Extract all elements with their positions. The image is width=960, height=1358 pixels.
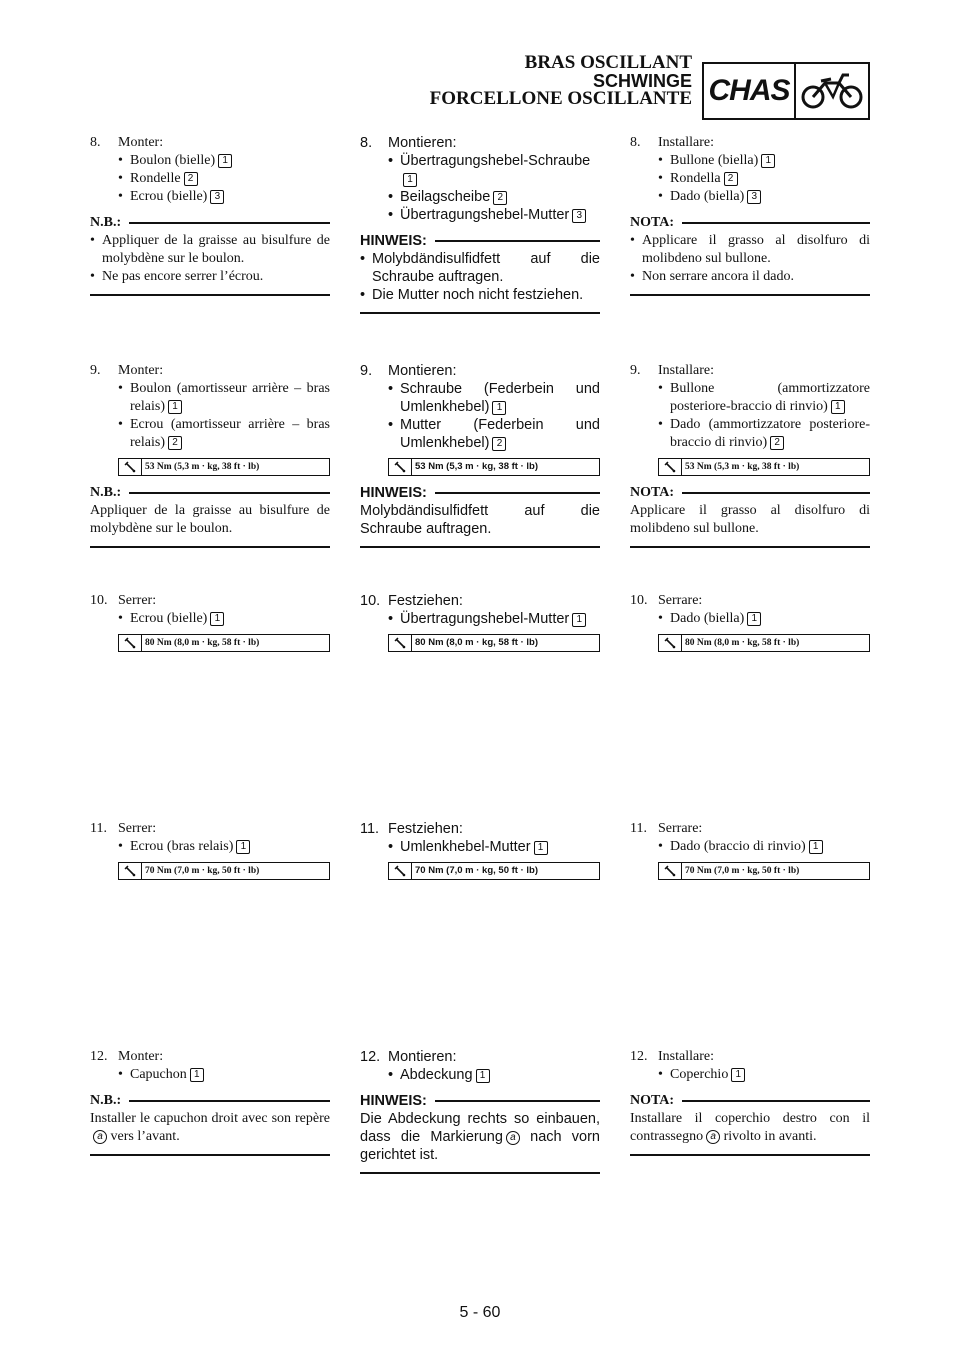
item-label: Coperchio xyxy=(670,1067,729,1082)
note-end-rule xyxy=(90,1154,330,1156)
note-label: NOTA: xyxy=(630,1093,675,1108)
list-item-text xyxy=(400,416,600,452)
wrench-icon xyxy=(659,459,682,475)
step-title: Montieren: xyxy=(388,1049,457,1065)
step-12 xyxy=(360,1048,600,1174)
note-text: Appliquer de la graisse au bisulfure de molybdène sur le boulon. xyxy=(90,503,330,536)
step-9 xyxy=(630,362,870,548)
note-item xyxy=(90,268,330,286)
item-label: Übertragungshebel-Schraube xyxy=(400,153,591,169)
callout-ref: 3 xyxy=(210,190,224,204)
step-heading xyxy=(360,1048,600,1066)
step-heading xyxy=(630,134,870,152)
callout-ref: 2 xyxy=(770,436,784,450)
item-label: Ecrou (amortisseur arrière – bras relais) xyxy=(130,417,330,450)
note-label: HINWEIS: xyxy=(360,233,427,249)
wrench-icon xyxy=(389,635,412,651)
item-label: Rondelle xyxy=(130,171,181,186)
step-8 xyxy=(630,134,870,296)
list-item-text xyxy=(400,188,600,206)
list-item xyxy=(360,188,600,206)
step-title: Monter: xyxy=(118,135,164,150)
bullet: • xyxy=(388,1067,394,1083)
item-label: Schraube (Federbein und Umlenkhebel) xyxy=(400,381,600,415)
section-code: CHAS xyxy=(704,64,796,118)
callout-ref: 3 xyxy=(572,209,586,223)
list-item-text xyxy=(130,170,330,188)
callout-ref: 2 xyxy=(724,172,738,186)
note-rule xyxy=(682,1100,870,1102)
step-title: Serrer: xyxy=(118,593,157,608)
bullet: • xyxy=(658,417,663,432)
item-label: Bullone (biella) xyxy=(670,153,759,168)
torque-spec xyxy=(658,634,870,652)
note-header xyxy=(90,484,330,502)
item-label: Bullone (ammortizzatore posteriore-braccio di rinvio) xyxy=(670,381,870,414)
note-label: N.B.: xyxy=(90,215,122,230)
bullet: • xyxy=(388,381,394,397)
note-end-rule xyxy=(360,546,600,548)
note-text xyxy=(630,1110,870,1146)
list-item xyxy=(630,1066,870,1084)
bullet: • xyxy=(388,189,394,205)
step-number: 8. xyxy=(90,135,101,150)
torque-spec xyxy=(388,862,600,880)
step-11 xyxy=(360,820,600,880)
step-title: Installare: xyxy=(658,135,714,150)
note-item xyxy=(360,286,600,304)
list-item-text xyxy=(400,838,600,856)
list-item xyxy=(630,170,870,188)
step-number: 8. xyxy=(360,135,373,151)
step-heading xyxy=(90,820,330,838)
wrench-icon xyxy=(659,863,682,879)
callout-ref: 2 xyxy=(492,437,506,451)
bullet: • xyxy=(118,611,123,626)
step-title: Montieren: xyxy=(388,363,457,379)
list-item-text xyxy=(130,416,330,452)
step-title: Serrer: xyxy=(118,821,157,836)
note-rule xyxy=(682,492,870,494)
list-item-text xyxy=(400,206,600,224)
bullet: • xyxy=(388,153,394,169)
note-text: Applicare il grasso al disolfuro di molibdeno sul bullone. xyxy=(630,503,870,536)
bullet: • xyxy=(118,189,123,204)
bullet: • xyxy=(658,153,663,168)
item-label: Dado (biella) xyxy=(670,611,745,626)
page-header-titles xyxy=(430,54,692,108)
torque-spec xyxy=(658,458,870,476)
list-item xyxy=(360,416,600,452)
torque-value: 70 Nm (7,0 m · kg, 50 ft · lb) xyxy=(685,866,800,876)
bullet: • xyxy=(360,287,366,303)
note-label: NOTA: xyxy=(630,485,675,500)
note-rule xyxy=(129,222,330,224)
note-header xyxy=(630,214,870,232)
list-item-text xyxy=(130,188,330,206)
list-item-text xyxy=(670,610,870,628)
list-item xyxy=(90,170,330,188)
list-item-text xyxy=(400,1066,600,1084)
step-title: Montieren: xyxy=(388,135,457,151)
note-item xyxy=(630,232,870,268)
note-item xyxy=(360,250,600,286)
note-header xyxy=(360,232,600,250)
torque-value: 53 Nm (5,3 m · kg, 38 ft · lb) xyxy=(145,462,260,472)
note-text xyxy=(360,1110,600,1164)
page-number: 5 - 60 xyxy=(459,1304,501,1321)
list-item-text xyxy=(130,380,330,416)
note-end-rule xyxy=(90,294,330,296)
wrench-icon xyxy=(119,459,142,475)
note-label: N.B.: xyxy=(90,1093,122,1108)
bullet: • xyxy=(388,207,394,223)
marker-ref: a xyxy=(506,1131,520,1145)
step-number: 12. xyxy=(360,1049,381,1065)
note-text: Molybdändisulfidfett auf die Schraube auftragen. xyxy=(372,251,600,285)
header-title-it: FORCELLONE OSCILLANTE xyxy=(429,88,692,109)
bullet: • xyxy=(118,1067,123,1082)
bullet: • xyxy=(658,381,663,396)
step-heading xyxy=(360,592,600,610)
bullet: • xyxy=(360,251,366,267)
item-label: Boulon (bielle) xyxy=(130,153,216,168)
item-label: Ecrou (bras relais) xyxy=(130,839,234,854)
callout-ref: 1 xyxy=(168,400,182,414)
note-header xyxy=(630,484,870,502)
step-number: 10. xyxy=(360,593,381,609)
list-item xyxy=(630,152,870,170)
wrench-icon xyxy=(389,459,412,475)
step-title: Installare: xyxy=(658,1049,714,1064)
list-item xyxy=(360,380,600,416)
note-header xyxy=(630,1092,870,1110)
callout-ref: 1 xyxy=(747,612,761,626)
torque-spec xyxy=(388,458,600,476)
list-item xyxy=(90,188,330,206)
note-rule xyxy=(435,240,600,242)
list-item-text xyxy=(130,610,330,628)
step-9 xyxy=(90,362,330,548)
list-item xyxy=(630,380,870,416)
step-number: 8. xyxy=(630,135,641,150)
bullet: • xyxy=(388,611,394,627)
list-item xyxy=(90,152,330,170)
callout-ref: 1 xyxy=(210,612,224,626)
torque-value: 70 Nm (7,0 m · kg, 50 ft · lb) xyxy=(415,865,538,876)
note-end-rule xyxy=(360,1172,600,1174)
item-label: Boulon (amortisseur arrière – bras relais) xyxy=(130,381,330,414)
list-item xyxy=(630,188,870,206)
bullet: • xyxy=(658,171,663,186)
note-rule xyxy=(435,492,600,494)
bullet: • xyxy=(658,611,663,626)
callout-ref: 1 xyxy=(218,154,232,168)
wrench-icon xyxy=(389,863,412,879)
note-text-part: rivolto in avanti. xyxy=(723,1129,817,1144)
list-item-text xyxy=(670,416,870,452)
list-item xyxy=(630,838,870,856)
note-rule xyxy=(129,1100,330,1102)
bullet: • xyxy=(118,381,123,396)
wrench-icon xyxy=(119,635,142,651)
step-12 xyxy=(90,1048,330,1156)
step-number: 10. xyxy=(630,593,648,608)
step-heading xyxy=(360,134,600,152)
callout-ref: 3 xyxy=(747,190,761,204)
note-text-part: Installer le capuchon droit avec son repère xyxy=(90,1111,330,1126)
torque-spec xyxy=(118,458,330,476)
item-label: Dado (ammortizzatore posteriore-braccio di rinvio) xyxy=(670,417,870,450)
list-item xyxy=(360,610,600,628)
item-label: Rondella xyxy=(670,171,721,186)
bullet: • xyxy=(118,153,123,168)
note-text-part: nach vorn gerichtet ist. xyxy=(360,1129,600,1163)
bullet: • xyxy=(118,171,123,186)
wrench-icon xyxy=(659,635,682,651)
wrench-icon xyxy=(119,863,142,879)
note-text: Molybdändisulfidfett auf die Schraube auftragen. xyxy=(360,503,600,537)
note-item xyxy=(90,232,330,268)
section-badge xyxy=(702,62,870,120)
callout-ref: 1 xyxy=(761,154,775,168)
note-header xyxy=(360,484,600,502)
note-label: HINWEIS: xyxy=(360,485,427,501)
bullet: • xyxy=(658,839,663,854)
step-12 xyxy=(630,1048,870,1156)
header-title-fr: BRAS OSCILLANT xyxy=(524,52,692,73)
list-item-text xyxy=(670,838,870,856)
step-heading xyxy=(90,592,330,610)
list-item xyxy=(360,206,600,224)
step-title: Installare: xyxy=(658,363,714,378)
note-rule xyxy=(435,1100,600,1102)
list-item-text xyxy=(400,610,600,628)
item-label: Ecrou (bielle) xyxy=(130,189,208,204)
step-heading xyxy=(360,820,600,838)
callout-ref: 2 xyxy=(184,172,198,186)
bullet: • xyxy=(658,189,663,204)
torque-spec xyxy=(658,862,870,880)
callout-ref: 1 xyxy=(236,840,250,854)
item-label: Übertragungshebel-Mutter xyxy=(400,611,570,627)
torque-value: 80 Nm (8,0 m · kg, 58 ft · lb) xyxy=(415,637,538,648)
note-header xyxy=(90,1092,330,1110)
step-number: 9. xyxy=(630,363,641,378)
list-item-text xyxy=(670,188,870,206)
list-item xyxy=(630,416,870,452)
step-heading xyxy=(630,1048,870,1066)
header-title-de: SCHWINGE xyxy=(593,71,692,91)
step-number: 9. xyxy=(90,363,101,378)
note-text: Applicare il grasso al disolfuro di molibdeno sul bullone. xyxy=(642,233,870,266)
note-text: Appliquer de la graisse au bisulfure de molybdène sur le boulon. xyxy=(102,233,330,266)
item-label: Capuchon xyxy=(130,1067,187,1082)
step-heading xyxy=(90,1048,330,1066)
step-title: Festziehen: xyxy=(388,593,463,609)
item-label: Abdeckung xyxy=(400,1067,473,1083)
item-label: Dado (biella) xyxy=(670,189,745,204)
note-end-rule xyxy=(360,312,600,314)
step-title: Monter: xyxy=(118,363,164,378)
step-11 xyxy=(90,820,330,880)
step-number: 10. xyxy=(90,593,108,608)
callout-ref: 2 xyxy=(493,191,507,205)
list-item xyxy=(90,1066,330,1084)
callout-ref: 1 xyxy=(809,840,823,854)
list-item-text xyxy=(400,380,600,416)
torque-spec xyxy=(118,634,330,652)
callout-ref: 1 xyxy=(731,1068,745,1082)
item-label: Beilagscheibe xyxy=(400,189,491,205)
step-8 xyxy=(360,134,600,314)
note-text xyxy=(90,1110,330,1146)
note-text-part: Die Abdeckung rechts so einbauen, dass die Markierung xyxy=(360,1111,600,1145)
list-item-text xyxy=(670,152,870,170)
step-heading xyxy=(360,362,600,380)
list-item xyxy=(630,610,870,628)
item-label: Übertragungshebel-Mutter xyxy=(400,207,570,223)
marker-ref: a xyxy=(93,1130,107,1144)
step-number: 11. xyxy=(360,821,380,837)
callout-ref: 2 xyxy=(168,436,182,450)
note-end-rule xyxy=(630,546,870,548)
note-item xyxy=(630,268,870,286)
callout-ref: 1 xyxy=(492,401,506,415)
note-end-rule xyxy=(90,546,330,548)
note-text: Ne pas encore serrer l’écrou. xyxy=(102,269,264,284)
step-number: 11. xyxy=(630,821,647,836)
step-heading xyxy=(630,362,870,380)
callout-ref: 1 xyxy=(831,400,845,414)
step-title: Festziehen: xyxy=(388,821,463,837)
bullet: • xyxy=(388,417,394,433)
step-10 xyxy=(90,592,330,652)
step-heading xyxy=(90,362,330,380)
item-label: Mutter (Federbein und Umlenkhebel) xyxy=(400,417,600,451)
step-title: Serrare: xyxy=(658,593,703,608)
step-title: Monter: xyxy=(118,1049,164,1064)
note-end-rule xyxy=(630,294,870,296)
note-text-part: vers l’avant. xyxy=(110,1129,180,1144)
note-text: Non serrare ancora il dado. xyxy=(642,269,794,284)
list-item xyxy=(360,152,600,188)
note-text: Die Mutter noch nicht festziehen. xyxy=(372,287,584,303)
step-heading xyxy=(90,134,330,152)
bullet: • xyxy=(388,839,394,855)
bullet: • xyxy=(658,1067,663,1082)
list-item-text xyxy=(400,152,600,188)
list-item-text xyxy=(130,152,330,170)
callout-ref: 1 xyxy=(476,1069,490,1083)
note-label: N.B.: xyxy=(90,485,122,500)
list-item xyxy=(90,380,330,416)
note-text-part: Installare il coperchio destro con il contrassegno xyxy=(630,1111,870,1144)
callout-ref: 1 xyxy=(403,173,417,187)
list-item-text xyxy=(670,1066,870,1084)
callout-ref: 1 xyxy=(190,1068,204,1082)
step-10 xyxy=(360,592,600,652)
step-10 xyxy=(630,592,870,652)
step-8 xyxy=(90,134,330,296)
torque-value: 80 Nm (8,0 m · kg, 58 ft · lb) xyxy=(145,638,260,648)
bullet: • xyxy=(118,417,123,432)
note-rule xyxy=(129,492,330,494)
torque-value: 53 Nm (5,3 m · kg, 38 ft · lb) xyxy=(685,462,800,472)
list-item xyxy=(360,1066,600,1084)
step-title: Serrare: xyxy=(658,821,703,836)
bullet: • xyxy=(90,233,95,248)
note-label: NOTA: xyxy=(630,215,675,230)
marker-ref: a xyxy=(706,1130,720,1144)
bullet: • xyxy=(630,269,635,284)
list-item-text xyxy=(130,1066,330,1084)
list-item-text xyxy=(670,170,870,188)
step-number: 12. xyxy=(90,1049,108,1064)
list-item xyxy=(360,838,600,856)
step-number: 12. xyxy=(630,1049,648,1064)
bullet: • xyxy=(118,839,123,854)
torque-value: 80 Nm (8,0 m · kg, 58 ft · lb) xyxy=(685,638,800,648)
list-item-text xyxy=(130,838,330,856)
torque-spec xyxy=(118,862,330,880)
item-label: Umlenkhebel-Mutter xyxy=(400,839,531,855)
bullet: • xyxy=(90,269,95,284)
list-item xyxy=(90,610,330,628)
motorcycle-icon xyxy=(796,64,868,118)
step-number: 9. xyxy=(360,363,373,379)
item-label: Ecrou (bielle) xyxy=(130,611,208,626)
callout-ref: 1 xyxy=(534,841,548,855)
torque-value: 53 Nm (5,3 m · kg, 38 ft · lb) xyxy=(415,461,538,472)
note-rule xyxy=(682,222,870,224)
list-item xyxy=(90,838,330,856)
bullet: • xyxy=(630,233,635,248)
item-label: Dado (braccio di rinvio) xyxy=(670,839,806,854)
callout-ref: 1 xyxy=(572,613,586,627)
note-header xyxy=(90,214,330,232)
torque-value: 70 Nm (7,0 m · kg, 50 ft · lb) xyxy=(145,866,260,876)
list-item xyxy=(90,416,330,452)
step-11 xyxy=(630,820,870,880)
step-number: 11. xyxy=(90,821,107,836)
note-label: HINWEIS: xyxy=(360,1093,427,1109)
list-item-text xyxy=(670,380,870,416)
step-9 xyxy=(360,362,600,548)
step-heading xyxy=(630,592,870,610)
note-end-rule xyxy=(630,1154,870,1156)
torque-spec xyxy=(388,634,600,652)
note-header xyxy=(360,1092,600,1110)
step-heading xyxy=(630,820,870,838)
